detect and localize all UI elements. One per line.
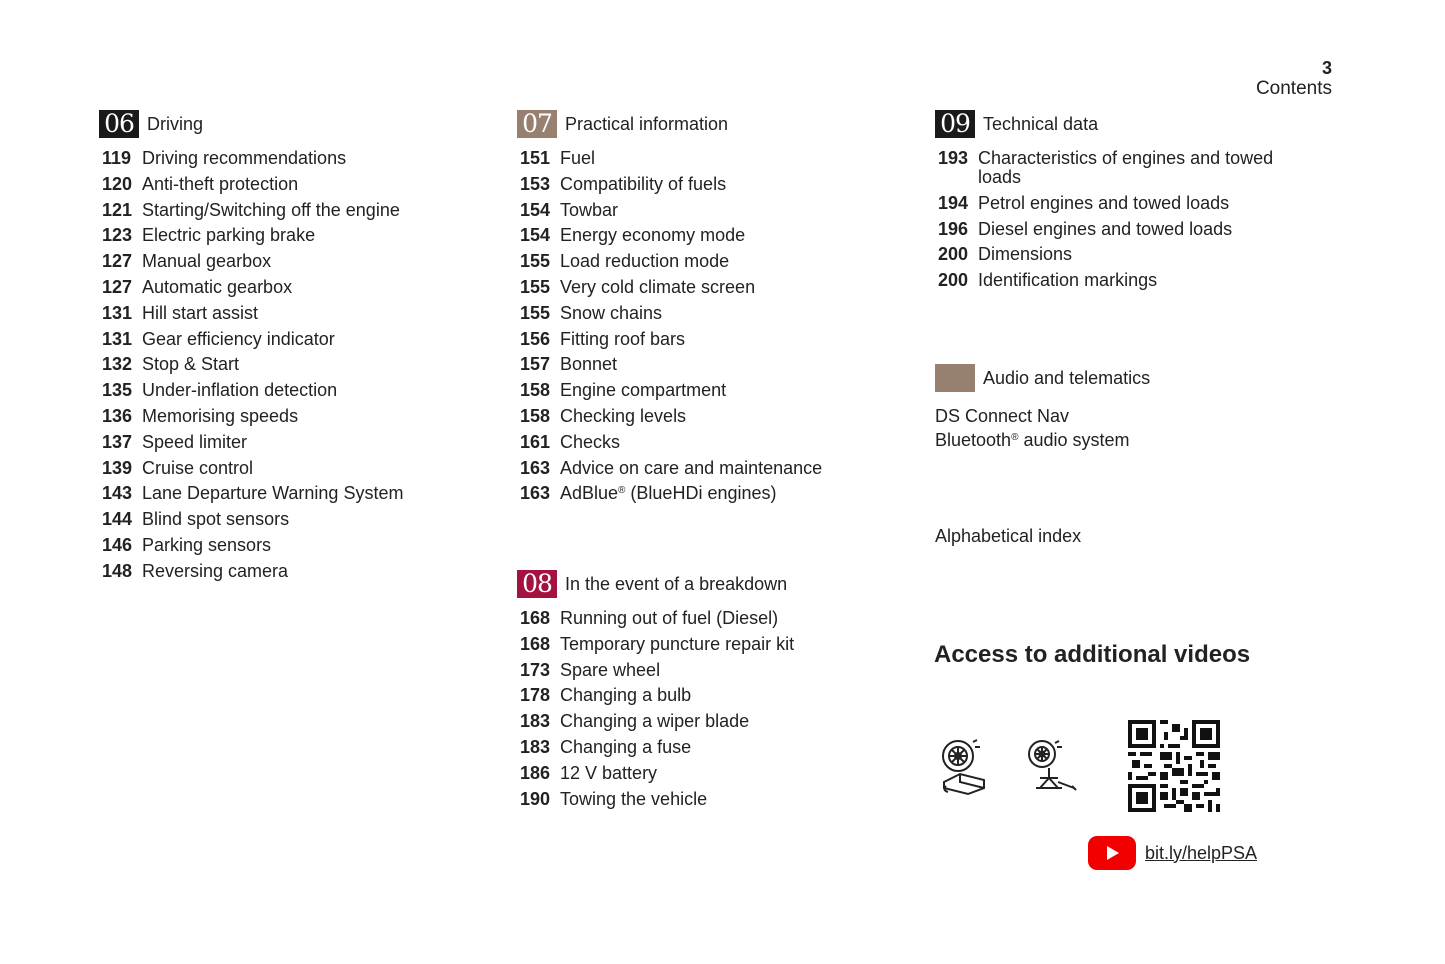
section-header: [935, 364, 1285, 392]
toc-list: [517, 149, 877, 503]
entry-title: Memorising speeds: [142, 405, 299, 426]
entry-title: Driving recommendations: [142, 148, 347, 168]
section-color-badge: [935, 364, 975, 392]
entry-title: Bonnet: [560, 354, 618, 375]
entry-page: 144: [102, 509, 133, 530]
entry-page: 139: [102, 457, 133, 478]
entry-title: Temporary puncture repair kit: [560, 633, 795, 654]
entry-page: 157: [520, 354, 551, 375]
toc-entry[interactable]: [102, 201, 459, 220]
entry-title: Petrol engines and towed loads: [978, 192, 1230, 213]
entry-page: 163: [520, 483, 551, 504]
video-link[interactable]: bit.ly/helpPSA: [1145, 842, 1258, 863]
entry-page: 155: [520, 302, 551, 323]
toc-entry[interactable]: [102, 484, 459, 503]
qr-code-icon[interactable]: [1128, 720, 1220, 812]
section-title[interactable]: Driving: [147, 113, 204, 134]
entry-page: 153: [520, 173, 551, 194]
entry-title: Reversing camera: [142, 560, 289, 581]
toc-entry[interactable]: [520, 764, 877, 783]
toc-entry[interactable]: [520, 381, 877, 400]
section-title[interactable]: In the event of a breakdown: [565, 573, 788, 594]
entry-page: 173: [520, 659, 551, 680]
entry-page: 131: [102, 302, 133, 323]
toc-entry[interactable]: [102, 562, 459, 581]
entry-page: 156: [520, 328, 551, 349]
section-audio: [935, 364, 1285, 452]
entry-page: 194: [938, 192, 969, 213]
entry-title: [560, 484, 877, 503]
toc-entry[interactable]: [520, 712, 877, 731]
entry-page: 155: [520, 276, 551, 297]
entry-page: 148: [102, 560, 133, 581]
toc-entry[interactable]: [102, 149, 459, 168]
entry-page: 196: [938, 218, 969, 239]
toc-entry[interactable]: [520, 355, 877, 374]
entry-page: 143: [102, 483, 133, 504]
toc-entry[interactable]: [102, 226, 459, 245]
entry-title: Very cold climate screen: [560, 276, 756, 297]
toc-entry[interactable]: [520, 304, 877, 323]
entry-page: 131: [102, 328, 133, 349]
toc-entry[interactable]: [102, 407, 459, 426]
entry-page: 136: [102, 405, 133, 426]
entry-title: Characteristics of engines and towed loads: [978, 148, 1274, 187]
section-title[interactable]: Technical data: [983, 113, 1099, 134]
entry-title: Changing a bulb: [560, 685, 692, 706]
toc-entry[interactable]: [520, 278, 877, 297]
toc-entry[interactable]: [102, 459, 459, 478]
toc-entry[interactable]: [520, 149, 877, 168]
entry-title: Compatibility of fuels: [560, 173, 727, 194]
videos-heading: Access to additional videos: [934, 641, 1251, 668]
toc-entry[interactable]: [102, 304, 459, 323]
section-header: [517, 110, 877, 138]
entry-title: Lane Departure Warning System: [142, 483, 404, 504]
entry-title: Fitting roof bars: [560, 328, 686, 349]
alphabetical-index-link[interactable]: Alphabetical index: [935, 526, 1082, 546]
entry-title: Fuel: [560, 148, 596, 168]
toc-entry[interactable]: [520, 609, 877, 628]
section-driving: [99, 110, 459, 588]
page-header: [1256, 58, 1332, 100]
entry-page: 168: [520, 608, 551, 628]
entry-title: Starting/Switching off the engine: [142, 199, 400, 220]
toc-entry[interactable]: [520, 433, 877, 452]
toc-entry[interactable]: [102, 536, 459, 555]
entry-title: Diesel engines and towed loads: [978, 218, 1233, 239]
entry-page: 135: [102, 380, 133, 401]
section-practical: [517, 110, 877, 510]
page-title: Contents: [1255, 78, 1332, 99]
toc-entry[interactable]: [520, 738, 877, 757]
audio-item-ds-connect-nav[interactable]: DS Connect Nav: [935, 406, 1070, 426]
section-header: [935, 110, 1285, 138]
toc-entry[interactable]: [938, 194, 1285, 213]
toc-entry[interactable]: [102, 433, 459, 452]
section-breakdown: [517, 570, 877, 815]
entry-page: 151: [520, 148, 551, 168]
entry-page: 120: [102, 173, 133, 194]
toc-entry[interactable]: [520, 459, 877, 478]
entry-page: 183: [520, 736, 551, 757]
toc-entry[interactable]: [520, 790, 877, 809]
entry-title: Anti-theft protection: [142, 173, 299, 194]
toc-entry[interactable]: [520, 635, 877, 654]
entry-title: Cruise control: [142, 457, 254, 478]
toc-entry[interactable]: [102, 510, 459, 529]
toc-entry[interactable]: [102, 330, 459, 349]
page-number: 3: [1321, 58, 1332, 78]
toc-list: [517, 609, 877, 809]
entry-title: Changing a wiper blade: [560, 711, 750, 732]
entry-page: 154: [520, 199, 551, 220]
youtube-icon[interactable]: [1088, 836, 1136, 870]
entry-page: 158: [520, 405, 551, 426]
toc-entry[interactable]: [938, 149, 1285, 187]
audio-item-bluetooth[interactable]: [935, 428, 1285, 452]
registered-mark: ®: [1011, 432, 1019, 443]
entry-page: 121: [102, 199, 133, 220]
toc-entry[interactable]: [520, 201, 877, 220]
entry-title: Spare wheel: [560, 659, 661, 680]
toc-list: [99, 149, 459, 581]
section-header: [99, 110, 459, 138]
toc-entry[interactable]: [520, 407, 877, 426]
entry-title: 12 V battery: [560, 762, 658, 783]
entry-page: 168: [520, 633, 551, 654]
entry-page: 146: [102, 534, 133, 555]
toc-entry[interactable]: [938, 245, 1285, 264]
toc-entry[interactable]: [520, 484, 877, 503]
toc-list: [935, 149, 1285, 290]
entry-page: 190: [520, 788, 551, 809]
toc-entry[interactable]: [520, 330, 877, 349]
puncture-repair-kit-icon[interactable]: [940, 738, 990, 796]
entry-page: 119: [102, 148, 132, 168]
entry-title: Blind spot sensors: [142, 509, 290, 530]
entry-title: Running out of fuel (Diesel): [560, 608, 779, 628]
entry-title: Hill start assist: [142, 302, 259, 323]
section-number-badge: 09: [935, 110, 975, 138]
entry-title: Gear efficiency indicator: [142, 328, 335, 349]
item-rest: audio system: [1018, 430, 1130, 450]
toc-entry[interactable]: [520, 661, 877, 680]
entry-page: 127: [102, 276, 133, 297]
toc-entry[interactable]: [102, 175, 459, 194]
entry-title: Automatic gearbox: [142, 276, 293, 297]
section-header: [517, 570, 877, 598]
entry-title: Dimensions: [978, 244, 1073, 265]
entry-title: Checks: [560, 431, 621, 452]
entry-page: 200: [938, 244, 969, 265]
entry-page: 200: [938, 270, 969, 291]
entry-title-main: AdBlue: [560, 483, 619, 504]
toc-entry[interactable]: [520, 175, 877, 194]
entry-page: 137: [102, 431, 133, 452]
entry-title: Checking levels: [560, 405, 687, 426]
entry-title: Speed limiter: [142, 431, 248, 452]
entry-title: Snow chains: [560, 302, 663, 323]
section-number-badge: 07: [517, 110, 557, 138]
youtube-link-group: [1088, 836, 1257, 870]
entry-page: 158: [520, 380, 551, 401]
entry-title: Parking sensors: [142, 534, 272, 555]
section-technical: [935, 110, 1285, 297]
entry-title: Load reduction mode: [560, 251, 730, 272]
entry-page: 132: [102, 354, 133, 375]
entry-page: 154: [520, 225, 551, 246]
entry-title: Under-inflation detection: [142, 380, 338, 401]
toc-entry[interactable]: [102, 355, 459, 374]
entry-title-rest: (BlueHDi engines): [625, 483, 777, 504]
entry-title: Towing the vehicle: [560, 788, 708, 809]
toc-entry[interactable]: [520, 252, 877, 271]
entry-title: Manual gearbox: [142, 251, 272, 272]
entry-page: 127: [102, 251, 133, 272]
entry-page: 178: [520, 685, 551, 706]
toc-entry[interactable]: [102, 252, 459, 271]
entry-page: 186: [520, 762, 551, 783]
entry-title: Electric parking brake: [142, 225, 316, 246]
entry-title: Changing a fuse: [560, 736, 692, 757]
entry-page: 161: [520, 431, 551, 452]
wheel-jack-icon[interactable]: [1026, 738, 1080, 796]
entry-title: Stop & Start: [142, 354, 240, 375]
section-title[interactable]: Practical information: [565, 113, 729, 134]
toc-entry[interactable]: [102, 381, 459, 400]
toc-entry[interactable]: [102, 278, 459, 297]
entry-page: 163: [520, 457, 551, 478]
toc-entry[interactable]: [520, 226, 877, 245]
toc-entry[interactable]: [938, 271, 1285, 290]
entry-page: 193: [938, 148, 969, 168]
entry-page: 155: [520, 251, 551, 272]
entry-page: 183: [520, 711, 551, 732]
entry-title: Energy economy mode: [560, 225, 746, 246]
entry-title: Identification markings: [978, 270, 1158, 291]
toc-entry[interactable]: [520, 686, 877, 705]
toc-entry[interactable]: [938, 220, 1285, 239]
entry-page: 123: [102, 225, 133, 246]
section-title[interactable]: Audio and telematics: [983, 367, 1151, 388]
registered-mark: ®: [618, 485, 626, 497]
entry-title: Advice on care and maintenance: [560, 457, 823, 478]
section-number-badge: 06: [99, 110, 139, 138]
play-icon: [1103, 844, 1121, 862]
section-number-badge: 08: [517, 570, 557, 598]
entry-title: Engine compartment: [560, 380, 727, 401]
entry-title: Towbar: [560, 199, 619, 220]
item-main: Bluetooth: [935, 430, 1012, 450]
